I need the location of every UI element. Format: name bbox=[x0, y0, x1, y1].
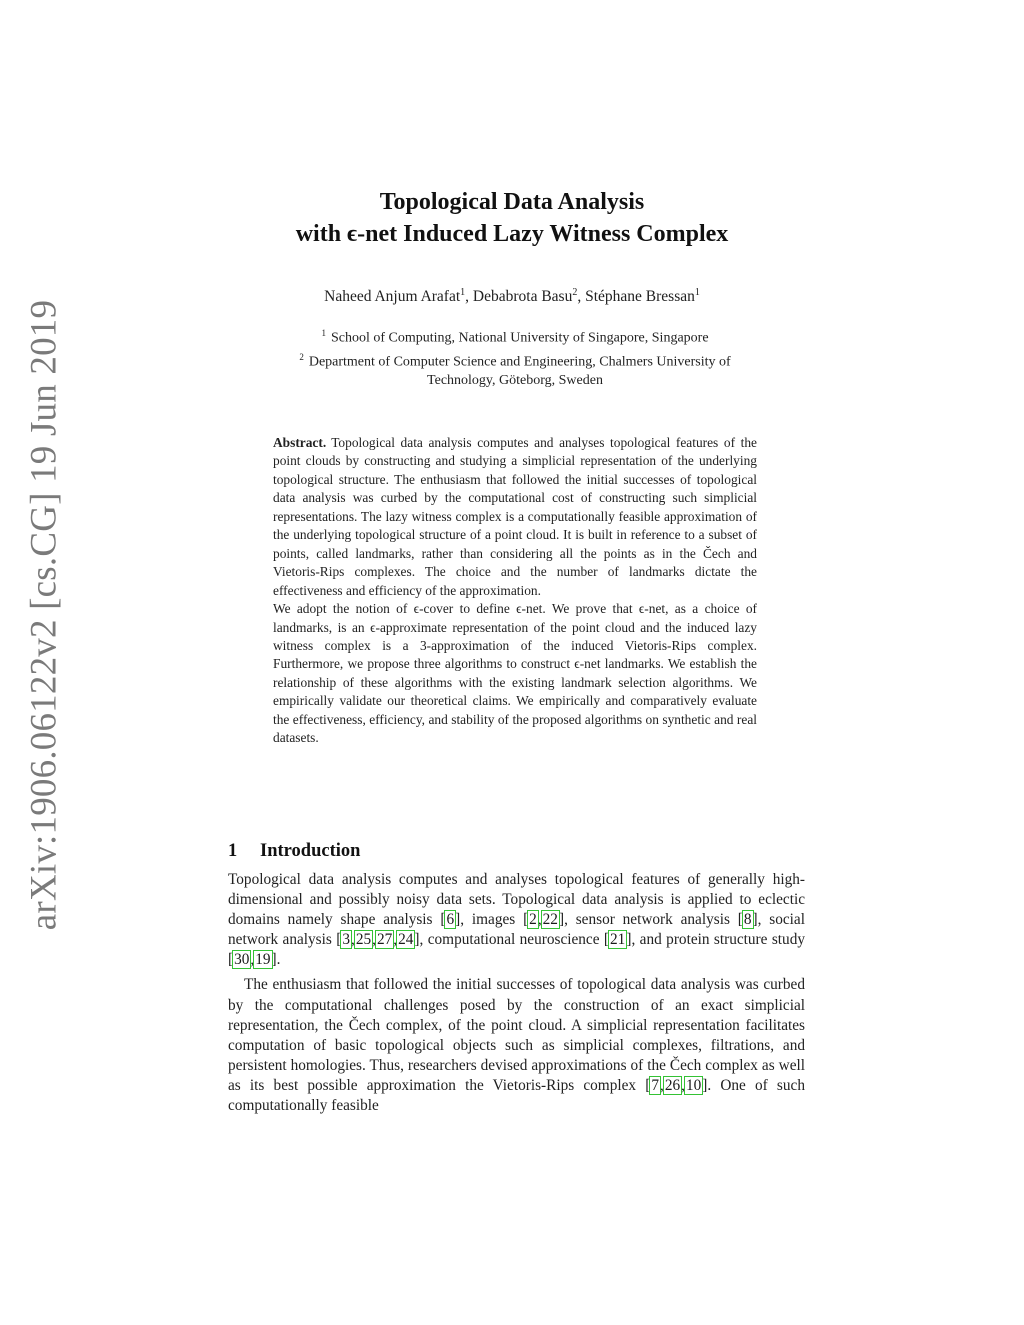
abstract-label: Abstract. bbox=[273, 435, 327, 450]
author-name: Debabrota Basu bbox=[472, 288, 573, 306]
affiliation-1 bbox=[0, 324, 1024, 348]
citation-link[interactable]: 10 bbox=[685, 1076, 702, 1094]
affiliation-2-continued: Technology, Göteborg, Sweden bbox=[427, 373, 603, 389]
author-name: Stéphane Bressan bbox=[585, 288, 695, 306]
abstract bbox=[273, 434, 757, 748]
introduction-paragraph-2: The enthusiasm that followed the initial successes of topological data analysis was curbed by the computational challenges posed by the construction of an exact simplicial representation, the Čech complex, of the point cloud. A simplicial representation facilitates computation of basic topological objects such as simplicial complexes, filtrations, and persistent homologies. Thus, researchers devised approximations of the Čech complex as well as its best possible approximation the Vietoris-Rips complex [7,26,10]. One of such computationally feasible bbox=[228, 976, 805, 1115]
affiliation-mark: 1 bbox=[694, 287, 700, 298]
citation-link[interactable]: 3 bbox=[342, 931, 351, 949]
abstract-paragraph-2: We adopt the notion of ϵ-cover to define ϵ-net. We prove that ϵ-net, as a choice of landmarks, is an ϵ-approximate representation of the point cloud and the induced lazy witness complex is a 3-approximation of the induced Vietoris-Rips complex. Furthermore, we propose three algorithms to construct ϵ-net landmarks. We establish the relationship of these algorithms with the existing landmark selection algorithms. We empirically validate our theoretical claims. We empirically and comparatively evaluate the effectiveness, efficiency, and stability of the proposed algorithms on synthetic and real datasets. bbox=[273, 601, 757, 746]
affiliation-2 bbox=[0, 348, 1024, 372]
citation-link[interactable]: 7 bbox=[651, 1076, 659, 1094]
introduction-body bbox=[228, 870, 805, 1116]
affiliation-list bbox=[0, 324, 1024, 391]
affiliation-text: School of Computing, National University of Singapore, Singapore bbox=[330, 330, 709, 346]
author-separator: , bbox=[465, 288, 473, 306]
citation-link[interactable]: 22 bbox=[542, 911, 558, 929]
citation-link[interactable]: 19 bbox=[255, 951, 271, 969]
citation-link[interactable]: 24 bbox=[398, 931, 414, 949]
author bbox=[324, 288, 473, 305]
affiliation-text: Department of Computer Science and Engineering, Chalmers University of bbox=[308, 354, 731, 370]
citation-link[interactable]: 6 bbox=[446, 911, 455, 929]
citation-link[interactable]: 21 bbox=[610, 931, 626, 949]
arxiv-identifier: arXiv:1906.06122v2 [cs.CG] 19 Jun 2019 bbox=[23, 299, 65, 931]
author-list bbox=[0, 287, 1024, 306]
introduction-paragraph-1: Topological data analysis computes and analyses topological features of generally high-dimensional and possibly noisy data sets. Topological data analysis is applied to eclectic domains namely shape analysis [6], images [2,22], sensor network analysis [8], social network analysis [3,25,27,24], computational neuroscience [21], and protein structure study [30,19]. bbox=[228, 871, 805, 969]
affiliation-number: 2 bbox=[299, 352, 304, 363]
author-name: Naheed Anjum Arafat bbox=[324, 288, 461, 306]
paper-title bbox=[0, 186, 1024, 250]
citation-link[interactable]: 27 bbox=[376, 931, 393, 949]
section-number: 1 bbox=[228, 841, 238, 861]
author bbox=[585, 288, 700, 305]
affiliation-mark: 2 bbox=[572, 287, 578, 298]
affiliation-number: 1 bbox=[321, 328, 326, 338]
citation-link[interactable]: 8 bbox=[743, 911, 752, 929]
abstract-text-1: Topological data analysis computes and analyses topological features of the point clouds by constructing and studying a simplicial representation of the underlying topological structure. The enthusiasm that followed the initial successes of topological data analysis was curbed by the computational cost of constructing such simplicial representations. The lazy witness complex is a computationally feasible approximation of the underlying topological structure of a point cloud. It is built in reference to a subset of points, called landmarks, rather than considering all the points as in the Čech and Vietoris-Rips complexes. The choice and the number of landmarks dictate the effectiveness and efficiency of the approximation. bbox=[273, 435, 757, 598]
title-line-1: Topological Data Analysis bbox=[379, 189, 645, 215]
author-separator: , bbox=[577, 288, 586, 306]
section-heading bbox=[228, 841, 360, 862]
citation-link[interactable]: 26 bbox=[664, 1076, 681, 1094]
title-line-2: with ϵ-net Induced Lazy Witness Complex bbox=[295, 221, 729, 247]
citation-link[interactable]: 25 bbox=[355, 931, 372, 949]
affiliation-mark: 1 bbox=[460, 287, 466, 298]
author bbox=[473, 288, 585, 305]
citation-link[interactable]: 2 bbox=[529, 911, 537, 929]
section-title: Introduction bbox=[260, 841, 361, 861]
citation-link[interactable]: 30 bbox=[234, 951, 250, 969]
abstract-paragraph-1 bbox=[273, 434, 757, 600]
